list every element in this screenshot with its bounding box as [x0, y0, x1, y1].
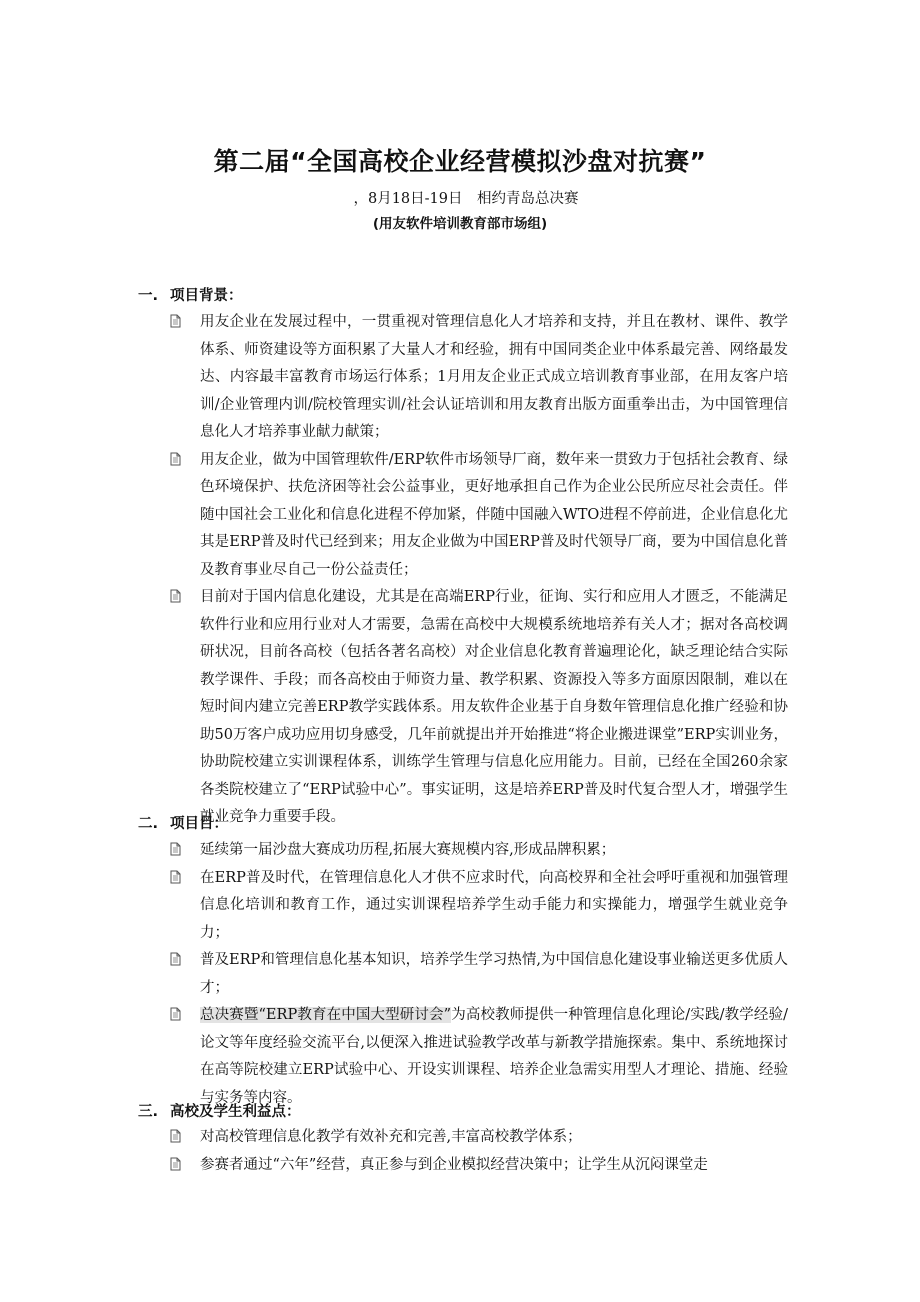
list-item: [138, 584, 788, 832]
list-item: [138, 837, 788, 865]
document-icon: [170, 1129, 181, 1143]
highlighted-text: 总决赛暨“ERP教育在中国大型研讨会”: [200, 1007, 452, 1023]
section-heading: [138, 284, 788, 308]
list-item-text: 用友企业在发展过程中，一贯重视对管理信息化人才培养和支持，并且在教材、课件、教学体系、师资建设等方面积累了大量人才和经验，拥有中国同类企业中体系最完善、网络最发达、内容最丰富教育市场运行体系；1月用友企业正式成立培训教育事业部，在用友客户培训/企业管理内训/院校管理实训/社会认证培训和用友教育出版方面重拳出击，为中国管理信息化人才培养事业献力献策；: [200, 314, 788, 440]
section-title: 项目目：: [170, 816, 228, 832]
list-item-text: 为高校教师提供一种管理信息化理论/实践/教学经验/论文等年度经验交流平台,以便深入推进试验教学改革与新教学措施探索。集中、系统地探讨在高等院校建立ERP试验中心、开设实训课程、培养企业急需实用型人才理论、措施、经验与实务等内容。: [200, 1007, 788, 1106]
list-item: [138, 947, 788, 1002]
list-item-text: 对高校管理信息化教学有效补充和完善,丰富高校教学体系；: [200, 1129, 582, 1145]
event-date-line: ，8月18日-19日 相约青岛总决赛: [353, 191, 579, 207]
list-item-text: 用友企业，做为中国管理软件/ERP软件市场领导厂商，数年来一贯致力于包括社会教育、绿色环境保护、扶危济困等社会公益事业，更好地承担自己作为企业公民所应尽社会责任。伴随中国社会工业化和信息化进程不停加紧，伴随中国融入WTO进程不停前进，企业信息化尤其是ERP普及时代已经到来；用友企业做为中国ERP普及时代领导厂商，要为中国信息化普及教育事业尽自己一份公益责任；: [200, 451, 788, 578]
list-item: [138, 447, 788, 585]
document-icon: [170, 842, 181, 856]
list-item: [138, 865, 788, 948]
section-heading: [138, 1100, 788, 1124]
section-title: 项目背景：: [170, 288, 243, 304]
list-item: [138, 1124, 788, 1152]
section-background: [138, 284, 788, 832]
list-item-text: 延续第一届沙盘大赛成功历程,拓展大赛规模内容,形成品牌积累；: [200, 842, 616, 858]
section-number: 三.: [138, 1104, 159, 1120]
section-heading: [138, 812, 788, 836]
list-item-text: 参赛者通过“六年”经营，真正参与到企业模拟经营决策中；让学生从沉闷课堂走: [200, 1156, 708, 1173]
document-icon: [170, 314, 181, 328]
list-item: [138, 309, 788, 447]
organizer-line: (用友软件培训教育部市场组): [372, 216, 548, 232]
section-title: 高校及学生利益点：: [170, 1104, 301, 1120]
list-item-text: 普及ERP和管理信息化基本知识，培养学生学习热情,为中国信息化建设事业输送更多优质人才；: [200, 952, 788, 996]
section-objectives: [138, 812, 788, 1112]
document-icon: [170, 870, 181, 884]
document-icon: [170, 1007, 181, 1021]
list-item-text: 在ERP普及时代，在管理信息化人才供不应求时代，向高校界和全社会呼吁重视和加强管理信息化培训和教育工作，通过实训课程培养学生动手能力和实操能力，增强学生就业竞争力；: [200, 869, 788, 941]
document-title: 第二届“全国高校企业经营模拟沙盘对抗赛”: [213, 147, 707, 176]
document-icon: [170, 589, 181, 603]
document-icon: [170, 452, 181, 466]
list-item: [138, 1002, 788, 1112]
list-item: [138, 1152, 788, 1180]
document-icon: [170, 952, 181, 966]
list-item-text: 目前对于国内信息化建设，尤其是在高端ERP行业，征询、实行和应用人才匮乏，不能满足软件行业和应用行业对人才需要，急需在高校中大规模系统地培养有关人才；据对各高校调研状况，目前各高校（包括各著名高校）对企业信息化教育普遍理论化，缺乏理论结合实际教学课件、手段；而各高校由于师资力量、教学积累、资源投入等多方面原因限制，难以在短时间内建立完善ERP教学实践体系。用友软件企业基于自身数年管理信息化推广经验和协助50万客户成功应用切身感受，几年前就提出并开始推进“将企业搬进课堂”ERP实训业务，协助院校建立实训课程体系，训练学生管理与信息化应用能力。目前，已经在全国260余家各类院校建立了“ERP试验中心”。事实证明，这是培养ERP普及时代复合型人才，增强学生就业竞争力重要手段。: [200, 589, 788, 825]
section-benefits: [138, 1100, 788, 1179]
document-icon: [170, 1157, 181, 1171]
section-number: 一.: [138, 288, 159, 304]
section-number: 二.: [138, 816, 159, 832]
